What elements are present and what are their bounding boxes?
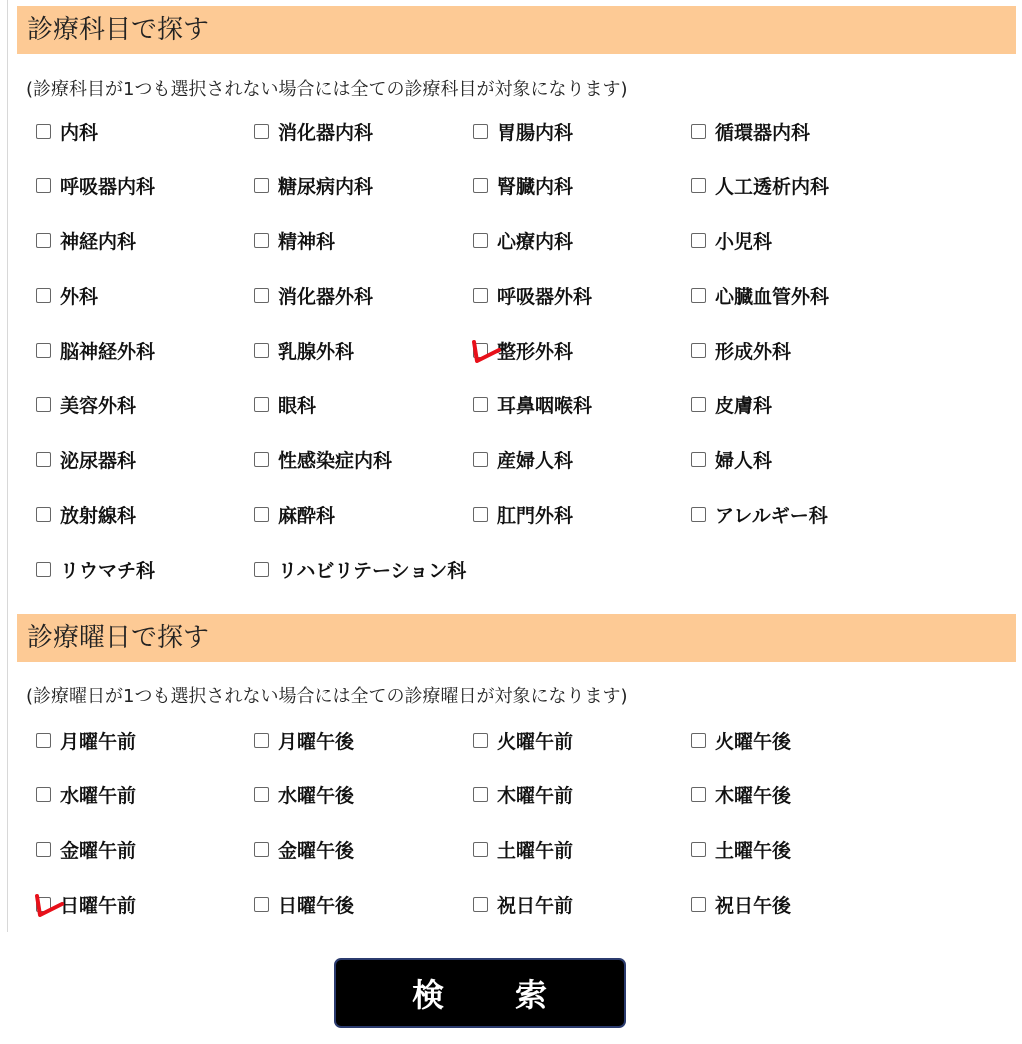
department-note: (診療科目が1つも選択されない場合には全ての診療科目が対象になります) (26, 79, 628, 100)
option-label: 呼吸器外科 (497, 285, 593, 308)
checkbox[interactable] (691, 507, 706, 522)
option-label: 心療内科 (497, 231, 574, 253)
option-label: 泌尿器科 (60, 450, 137, 472)
checkbox[interactable] (36, 897, 51, 912)
department-option[interactable] (36, 226, 136, 256)
department-option[interactable] (36, 554, 155, 584)
checkbox[interactable] (254, 124, 269, 139)
department-option[interactable] (254, 171, 373, 201)
checkbox[interactable] (691, 787, 706, 802)
checkbox[interactable] (691, 897, 706, 912)
weekday-option[interactable] (36, 780, 136, 810)
option-label: 土曜午前 (497, 839, 574, 862)
option-label: 循環器内科 (715, 121, 811, 144)
option-label: 婦人科 (715, 450, 773, 472)
option-label: リハビリテーション科 (278, 559, 467, 582)
option-label: 腎臓内科 (497, 176, 574, 199)
checkbox[interactable] (473, 842, 488, 857)
checkbox[interactable] (36, 452, 51, 467)
option-label: 肛門外科 (497, 504, 574, 527)
checkbox[interactable] (473, 733, 488, 748)
option-label: 産婦人科 (497, 450, 574, 472)
checkbox[interactable] (473, 288, 488, 303)
option-label: 精神科 (278, 231, 336, 253)
department-option[interactable] (691, 116, 810, 146)
checkbox[interactable] (254, 397, 269, 412)
checkbox[interactable] (36, 787, 51, 802)
option-label: 外科 (60, 285, 99, 308)
option-label: 土曜午後 (715, 839, 792, 862)
checkbox[interactable] (36, 124, 51, 139)
checkbox[interactable] (254, 842, 269, 857)
department-option[interactable] (691, 445, 772, 475)
weekday-option[interactable] (473, 889, 573, 919)
department-option[interactable] (36, 445, 136, 475)
checkbox[interactable] (691, 733, 706, 748)
option-label: 日曜午後 (278, 894, 355, 917)
option-label: 脳神経外科 (60, 340, 156, 363)
department-option[interactable] (254, 499, 335, 529)
checkbox[interactable] (36, 178, 51, 193)
department-option[interactable] (691, 335, 791, 365)
department-option[interactable] (473, 335, 573, 365)
department-option[interactable] (254, 116, 373, 146)
department-option[interactable] (691, 390, 772, 420)
option-label: 祝日午前 (497, 894, 574, 917)
weekday-option[interactable] (473, 725, 573, 755)
weekday-option[interactable] (691, 725, 791, 755)
department-option[interactable] (473, 226, 573, 256)
checkbox[interactable] (691, 124, 706, 139)
department-option[interactable] (691, 499, 828, 529)
option-label: 祝日午後 (715, 894, 792, 917)
checkbox[interactable] (473, 397, 488, 412)
option-label: 金曜午後 (278, 839, 355, 862)
department-option[interactable] (36, 280, 98, 310)
option-label: 消化器内科 (278, 121, 374, 144)
option-label: 糖尿病内科 (278, 176, 374, 199)
checkbox[interactable] (691, 178, 706, 193)
option-label: 放射線科 (60, 504, 137, 527)
option-label: 胃腸内科 (497, 121, 574, 144)
option-label: 消化器外科 (278, 285, 374, 308)
weekday-option[interactable] (691, 889, 791, 919)
department-option[interactable] (36, 171, 155, 201)
option-label: 木曜午後 (715, 785, 792, 808)
checkbox[interactable] (473, 452, 488, 467)
checkbox[interactable] (36, 233, 51, 248)
option-label: 形成外科 (715, 340, 792, 363)
search-button-label-2: 索 (515, 976, 549, 1014)
checkbox[interactable] (691, 397, 706, 412)
department-option[interactable] (254, 445, 392, 475)
checkbox[interactable] (254, 562, 269, 577)
option-label: 神経内科 (60, 231, 137, 253)
checkbox[interactable] (473, 124, 488, 139)
checkbox[interactable] (473, 787, 488, 802)
checkbox[interactable] (254, 288, 269, 303)
department-option[interactable] (36, 390, 136, 420)
checkbox[interactable] (254, 178, 269, 193)
weekday-option[interactable] (691, 834, 791, 864)
department-option[interactable] (36, 335, 155, 365)
checkbox[interactable] (36, 507, 51, 522)
department-option[interactable] (254, 390, 316, 420)
checkbox[interactable] (36, 343, 51, 358)
option-label: 皮膚科 (715, 395, 773, 418)
department-option[interactable] (254, 280, 373, 310)
checkbox[interactable] (473, 343, 488, 358)
checkbox[interactable] (691, 842, 706, 857)
department-option[interactable] (473, 171, 573, 201)
weekday-option[interactable] (254, 780, 354, 810)
department-option[interactable] (254, 226, 335, 256)
department-option[interactable] (691, 280, 829, 310)
option-label: 性感染症内科 (278, 450, 393, 472)
checkbox[interactable] (691, 233, 706, 248)
option-label: 心臓血管外科 (715, 285, 830, 308)
option-label: 木曜午前 (497, 785, 574, 808)
option-label: 内科 (60, 121, 99, 144)
department-option[interactable] (254, 335, 354, 365)
option-label: 人工透析内科 (715, 176, 830, 199)
checkbox[interactable] (254, 343, 269, 358)
checkbox[interactable] (36, 733, 51, 748)
checkbox[interactable] (473, 897, 488, 912)
search-button-label-1: 検 (411, 976, 445, 1014)
option-label: 呼吸器内科 (60, 176, 156, 199)
option-label: 火曜午後 (715, 730, 792, 753)
department-option[interactable] (473, 280, 592, 310)
weekday-note: (診療曜日が1つも選択されない場合には全ての診療曜日が対象になります) (26, 686, 628, 707)
checkbox[interactable] (254, 787, 269, 802)
department-option[interactable] (473, 116, 573, 146)
checkbox[interactable] (473, 233, 488, 248)
weekday-option[interactable] (36, 834, 136, 864)
checkbox[interactable] (254, 452, 269, 467)
weekday-option[interactable] (691, 780, 791, 810)
department-option[interactable] (254, 554, 466, 584)
option-label: 月曜午前 (60, 730, 137, 753)
weekday-option[interactable] (254, 834, 354, 864)
option-label: 水曜午後 (278, 785, 355, 808)
checkbox[interactable] (36, 288, 51, 303)
option-label: 金曜午前 (60, 839, 137, 862)
weekday-option[interactable] (254, 889, 354, 919)
department-option[interactable] (473, 499, 573, 529)
checkbox[interactable] (254, 733, 269, 748)
checkbox[interactable] (254, 507, 269, 522)
checkbox[interactable] (691, 288, 706, 303)
department-option[interactable] (691, 226, 772, 256)
option-label: 耳鼻咽喉科 (497, 395, 593, 418)
checkbox[interactable] (473, 178, 488, 193)
checkbox[interactable] (36, 397, 51, 412)
option-label: 小児科 (715, 231, 773, 253)
option-label: 整形外科 (497, 340, 574, 363)
weekday-option[interactable] (36, 725, 136, 755)
checkbox[interactable] (473, 507, 488, 522)
checkbox[interactable] (691, 343, 706, 358)
option-label: 日曜午前 (60, 894, 137, 917)
checkbox[interactable] (36, 562, 51, 577)
department-option[interactable] (473, 445, 573, 475)
department-option[interactable] (36, 116, 98, 146)
department-section-heading: 診療科目で探す (17, 6, 1016, 54)
option-label: 火曜午前 (497, 730, 574, 753)
option-label: 眼科 (278, 395, 317, 418)
department-option[interactable] (691, 171, 829, 201)
weekday-option[interactable] (473, 780, 573, 810)
option-label: 月曜午後 (278, 730, 355, 753)
search-button[interactable] (334, 958, 626, 1028)
department-option[interactable] (473, 390, 592, 420)
option-label: アレルギー科 (715, 504, 828, 527)
checkbox[interactable] (254, 233, 269, 248)
option-label: 麻酔科 (278, 504, 336, 527)
option-label: 乳腺外科 (278, 340, 355, 363)
department-option[interactable] (36, 499, 136, 529)
weekday-option[interactable] (36, 889, 136, 919)
option-label: 水曜午前 (60, 785, 137, 808)
weekday-section-heading: 診療曜日で探す (17, 614, 1016, 662)
option-label: 美容外科 (60, 395, 137, 418)
weekday-option[interactable] (473, 834, 573, 864)
checkbox[interactable] (691, 452, 706, 467)
option-label: リウマチ科 (60, 559, 156, 582)
checkbox[interactable] (36, 842, 51, 857)
checkbox[interactable] (254, 897, 269, 912)
weekday-option[interactable] (254, 725, 354, 755)
